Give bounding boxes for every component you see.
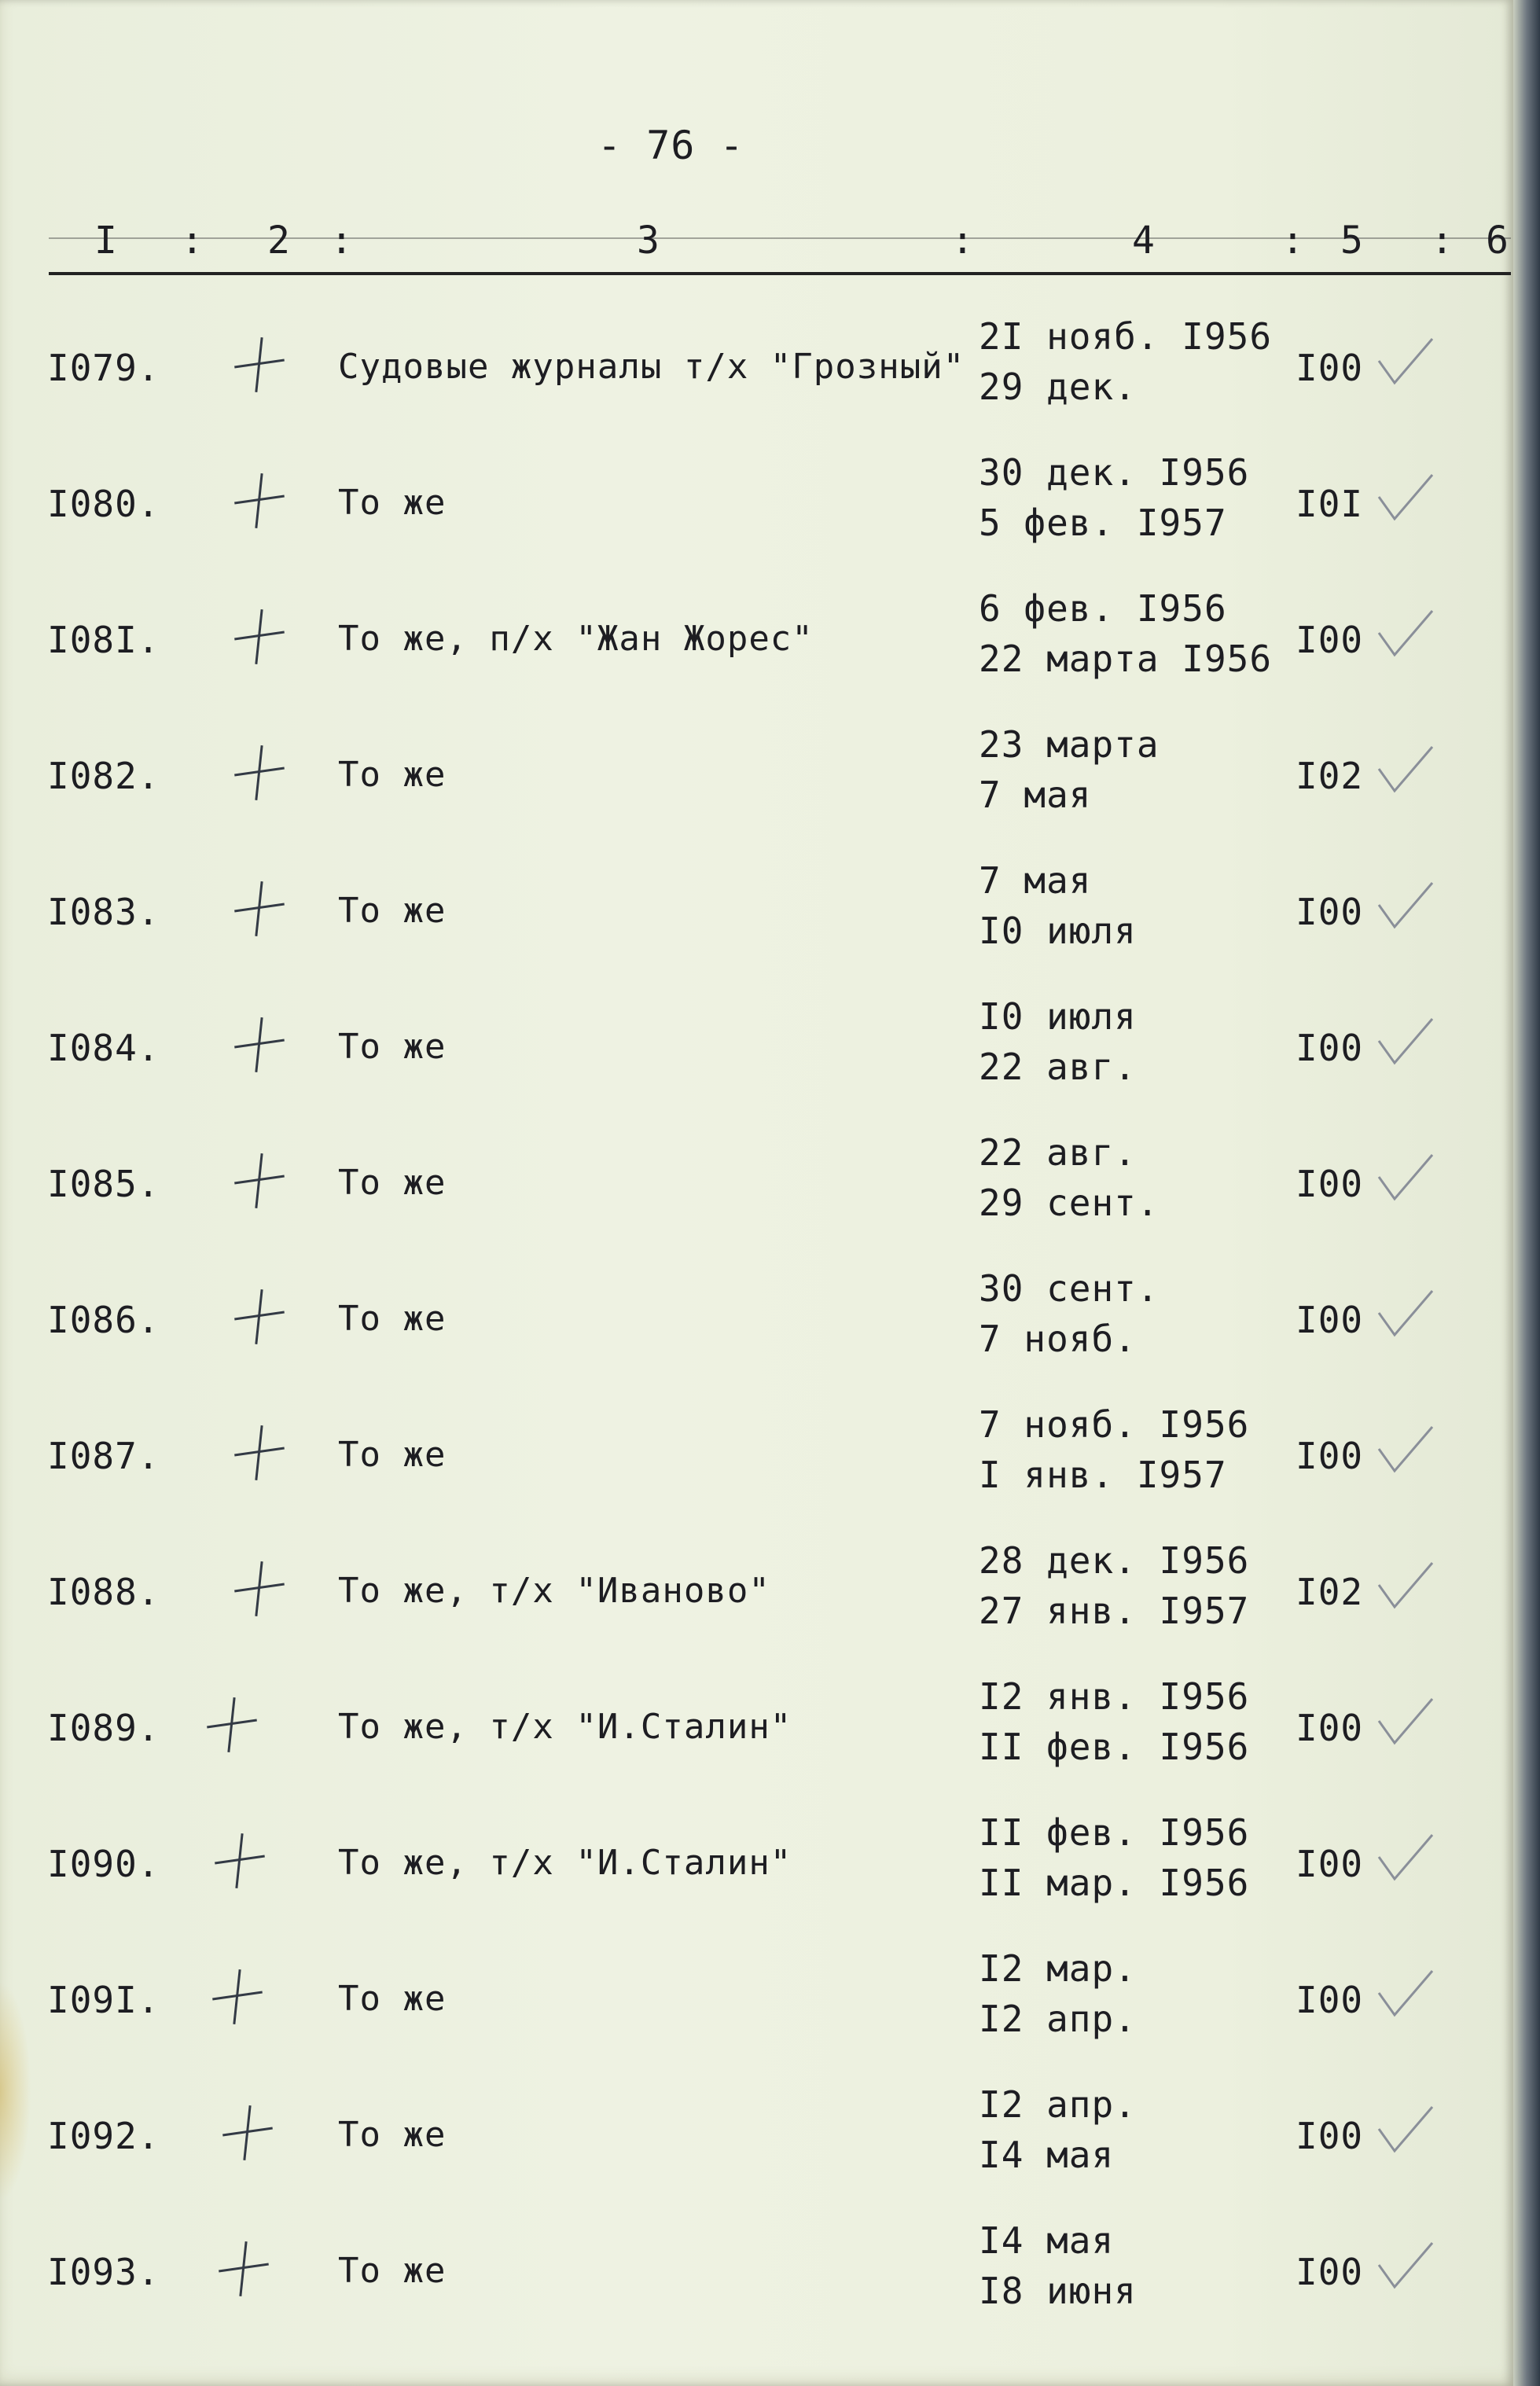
entry-sheet-count: I00: [1296, 1435, 1364, 1477]
entry-date-to: I2 апр.: [979, 1998, 1137, 2040]
cross-mark-icon: [228, 1557, 291, 1619]
list-item: [0, 1811, 1513, 1950]
check-mark-icon: [1376, 1014, 1435, 1069]
entry-date-from: 28 дек. I956: [979, 1539, 1250, 1582]
entry-date-from: 23 марта: [979, 723, 1160, 766]
list-item: [0, 587, 1513, 726]
entry-date-to: I4 мая: [979, 2134, 1115, 2176]
entry-date-from: II фев. I956: [979, 1811, 1250, 1854]
entry-title: То же: [338, 2115, 447, 2155]
cross-mark-icon: [228, 1013, 291, 1075]
entry-number: I08I.: [47, 619, 160, 661]
entry-sheet-count: I00: [1296, 891, 1364, 933]
cross-mark-icon: [200, 1693, 263, 1755]
check-mark-icon: [1376, 742, 1435, 797]
list-item: [0, 315, 1513, 454]
entry-date-from: I2 мар.: [979, 1947, 1137, 1990]
entry-date-to: 5 фев. I957: [979, 502, 1227, 544]
entry-title: То же: [338, 2251, 447, 2291]
cross-mark-icon: [228, 333, 291, 395]
list-item: [0, 723, 1513, 862]
entry-number: I087.: [47, 1435, 160, 1477]
entry-number: I090.: [47, 1843, 160, 1885]
entry-date-from: 6 фев. I956: [979, 587, 1227, 630]
column-header-sep: :: [951, 219, 975, 263]
check-mark-icon: [1376, 1422, 1435, 1477]
list-item: [0, 2083, 1513, 2222]
entry-sheet-count: I00: [1296, 347, 1364, 389]
entry-date-from: 7 нояб. I956: [979, 1403, 1250, 1446]
entry-number: I084.: [47, 1027, 160, 1069]
entry-date-from: I4 мая: [979, 2219, 1115, 2262]
entry-date-to: I0 июля: [979, 910, 1137, 952]
entry-title: То же: [338, 1299, 447, 1339]
list-item: [0, 859, 1513, 998]
entry-sheet-count: I00: [1296, 1027, 1364, 1069]
cross-mark-icon: [228, 605, 291, 667]
entry-sheet-count: I00: [1296, 1299, 1364, 1341]
column-header-6: 6: [1486, 219, 1509, 263]
entry-title: То же: [338, 1435, 447, 1475]
entry-date-to: 29 сент.: [979, 1182, 1160, 1224]
check-mark-icon: [1376, 878, 1435, 933]
cross-mark-icon: [206, 1965, 269, 2028]
check-mark-icon: [1376, 2238, 1435, 2293]
entry-sheet-count: I00: [1296, 1843, 1364, 1885]
entry-sheet-count: I0I: [1296, 483, 1364, 525]
entry-title: Судовые журналы т/х "Грозный": [338, 347, 965, 387]
entry-sheet-count: I00: [1296, 1163, 1364, 1205]
list-item: [0, 1131, 1513, 1270]
entry-title: То же, п/х "Жан Жорес": [338, 619, 814, 659]
entry-title: То же: [338, 1979, 447, 2019]
column-header-sep: :: [330, 219, 354, 263]
column-header-1: I: [94, 219, 118, 263]
list-item: [0, 1267, 1513, 1406]
entry-sheet-count: I02: [1296, 1571, 1364, 1613]
column-header-sep: :: [1431, 219, 1454, 263]
entry-title: То же: [338, 891, 447, 931]
cross-mark-icon: [228, 469, 291, 531]
check-mark-icon: [1376, 1286, 1435, 1341]
entry-number: I082.: [47, 755, 160, 797]
check-mark-icon: [1376, 334, 1435, 389]
page-edge-shadow: [1513, 0, 1540, 2386]
entry-number: I079.: [47, 347, 160, 389]
entry-number: I080.: [47, 483, 160, 525]
entry-sheet-count: I00: [1296, 1979, 1364, 2021]
check-mark-icon: [1376, 606, 1435, 661]
entry-date-from: I2 апр.: [979, 2083, 1137, 2126]
entry-number: I089.: [47, 1707, 160, 1749]
entry-title: То же: [338, 755, 447, 795]
column-header-3: 3: [637, 219, 660, 263]
check-mark-icon: [1376, 1558, 1435, 1613]
entry-title: То же, т/х "И.Сталин": [338, 1707, 792, 1747]
entry-number: I092.: [47, 2115, 160, 2157]
check-mark-icon: [1376, 2102, 1435, 2157]
cross-mark-icon: [212, 2237, 275, 2300]
page-number: - 76 -: [597, 123, 744, 168]
entry-sheet-count: I00: [1296, 2251, 1364, 2293]
entry-sheet-count: I00: [1296, 619, 1364, 661]
column-header-4: 4: [1132, 219, 1156, 263]
entry-date-from: 7 мая: [979, 859, 1092, 902]
entry-date-to: 29 дек.: [979, 366, 1137, 408]
entry-date-to: 7 нояб.: [979, 1318, 1137, 1360]
entry-date-from: 2I нояб. I956: [979, 315, 1273, 358]
entry-date-to: II фев. I956: [979, 1726, 1250, 1768]
list-item: [0, 1403, 1513, 1542]
list-item: [0, 451, 1513, 590]
column-header-sep: :: [1281, 219, 1305, 263]
cross-mark-icon: [208, 1829, 271, 1892]
entry-title: То же: [338, 1163, 447, 1203]
list-item: [0, 995, 1513, 1134]
entry-number: I093.: [47, 2251, 160, 2293]
entry-number: I086.: [47, 1299, 160, 1341]
entry-date-from: 30 сент.: [979, 1267, 1160, 1310]
header-rule: [49, 272, 1511, 275]
cross-mark-icon: [228, 1285, 291, 1347]
entry-date-to: II мар. I956: [979, 1862, 1250, 1904]
entry-sheet-count: I00: [1296, 2115, 1364, 2157]
entry-sheet-count: I00: [1296, 1707, 1364, 1749]
entry-title: То же, т/х "Иваново": [338, 1571, 770, 1611]
list-item: [0, 1947, 1513, 2086]
entry-date-to: I8 июня: [979, 2270, 1137, 2312]
cross-mark-icon: [228, 1149, 291, 1211]
cross-mark-icon: [216, 2101, 279, 2164]
check-mark-icon: [1376, 470, 1435, 525]
list-item: [0, 1539, 1513, 1678]
entry-date-from: 30 дек. I956: [979, 451, 1250, 494]
column-header-sep: :: [181, 219, 204, 263]
entry-title: То же: [338, 483, 447, 523]
cross-mark-icon: [228, 877, 291, 939]
entry-number: I09I.: [47, 1979, 160, 2021]
entry-date-to: 22 авг.: [979, 1046, 1137, 1088]
column-header-2: 2: [267, 219, 291, 263]
entry-date-to: I янв. I957: [979, 1454, 1227, 1496]
check-mark-icon: [1376, 1830, 1435, 1885]
entry-number: I085.: [47, 1163, 160, 1205]
entry-number: I088.: [47, 1571, 160, 1613]
list-item: [0, 2219, 1513, 2358]
column-header-5: 5: [1340, 219, 1364, 263]
check-mark-icon: [1376, 1694, 1435, 1749]
check-mark-icon: [1376, 1966, 1435, 2021]
entry-date-from: I2 янв. I956: [979, 1675, 1250, 1718]
entry-date-to: 27 янв. I957: [979, 1590, 1250, 1632]
entry-sheet-count: I02: [1296, 755, 1364, 797]
cross-mark-icon: [228, 1421, 291, 1483]
entry-date-from: I0 июля: [979, 995, 1137, 1038]
entry-title: То же: [338, 1027, 447, 1067]
entry-number: I083.: [47, 891, 160, 933]
entry-title: То же, т/х "И.Сталин": [338, 1843, 792, 1883]
entry-date-to: 22 марта I956: [979, 638, 1273, 680]
check-mark-icon: [1376, 1150, 1435, 1205]
entry-date-from: 22 авг.: [979, 1131, 1137, 1174]
list-item: [0, 1675, 1513, 1814]
cross-mark-icon: [228, 741, 291, 803]
entry-date-to: 7 мая: [979, 774, 1092, 816]
